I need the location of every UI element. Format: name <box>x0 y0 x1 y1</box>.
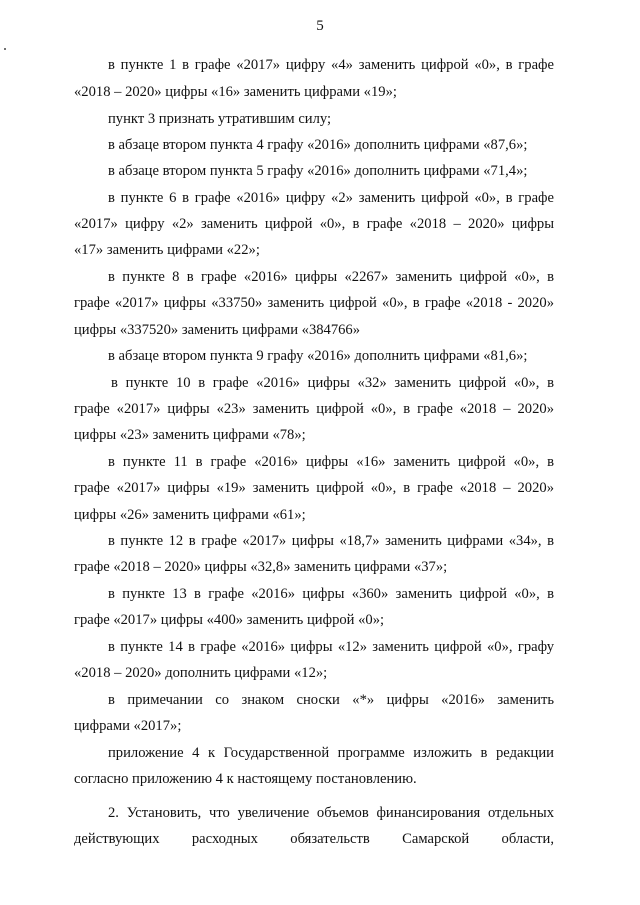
text-line: в примечании со знаком сноски «*» цифры «2016» заменить <box>108 692 554 708</box>
text-line: в пункте 12 в графе «2017» цифры «18,7» заменить цифрами «34», в <box>108 533 554 549</box>
text-line: «2018 – 2020» дополнить цифрами «12»; <box>74 665 328 681</box>
text-line: 2. Установить, что увеличение объемов финансирования отдельных <box>108 805 554 821</box>
text-line: в пункте 14 в графе «2016» цифры «12» заменить цифрой «0», графу <box>108 639 554 655</box>
text-line: графе «2017» цифры «400» заменить цифрой «0»; <box>74 612 385 628</box>
text-line: цифры «23» заменить цифрами «78»; <box>74 427 306 443</box>
text-line: в абзаце втором пункта 9 графу «2016» дополнить цифрами «81,6»; <box>108 348 528 364</box>
text-line: графе «2017» цифры «23» заменить цифрой «0», в графе «2018 – 2020» <box>74 401 554 417</box>
text-line: в абзаце втором пункта 5 графу «2016» дополнить цифрами «71,4»; <box>108 163 528 179</box>
text-line: «17» заменить цифрами «22»; <box>74 242 260 258</box>
scan-artifact <box>4 48 6 50</box>
text-line: приложение 4 к Государственной программе изложить в редакции <box>108 745 554 761</box>
text-line: в пункте 6 в графе «2016» цифру «2» заменить цифрой «0», в графе <box>108 190 554 206</box>
page-number: 5 <box>316 18 324 34</box>
text-line: в пункте 13 в графе «2016» цифры «360» заменить цифрой «0», в <box>108 586 554 602</box>
text-line: графе «2017» цифры «19» заменить цифрой «0», в графе «2018 – 2020» <box>74 480 554 496</box>
text-line: графе «2017» цифры «33750» заменить цифрой «0», в графе «2018 - 2020» <box>74 295 554 311</box>
text-line: цифры «26» заменить цифрами «61»; <box>74 507 306 523</box>
text-line: действующих расходных обязательств Самарской области, <box>74 831 554 847</box>
text-line: согласно приложению 4 к настоящему постановлению. <box>74 771 417 787</box>
text-line: в пункте 8 в графе «2016» цифры «2267» заменить цифрой «0», в <box>108 269 554 285</box>
text-line: в пункте 11 в графе «2016» цифры «16» заменить цифрой «0», в <box>108 454 554 470</box>
text-line: цифры «337520» заменить цифрами «384766» <box>74 322 361 338</box>
text-line: в пункте 1 в графе «2017» цифру «4» заменить цифрой «0», в графе <box>108 57 554 73</box>
text-line: в абзаце втором пункта 4 графу «2016» дополнить цифрами «87,6»; <box>108 137 528 153</box>
text-line: в пункте 10 в графе «2016» цифры «32» заменить цифрой «0», в <box>111 375 554 391</box>
text-line: «2017» цифру «2» заменить цифрой «0», в графе «2018 – 2020» цифры <box>74 216 554 232</box>
text-line: пункт 3 признать утратившим силу; <box>108 111 332 127</box>
text-line: «2018 – 2020» цифры «16» заменить цифрами «19»; <box>74 84 397 100</box>
text-line: графе «2018 – 2020» цифры «32,8» заменить цифрами «37»; <box>74 559 448 575</box>
text-line: цифрами «2017»; <box>74 718 182 734</box>
